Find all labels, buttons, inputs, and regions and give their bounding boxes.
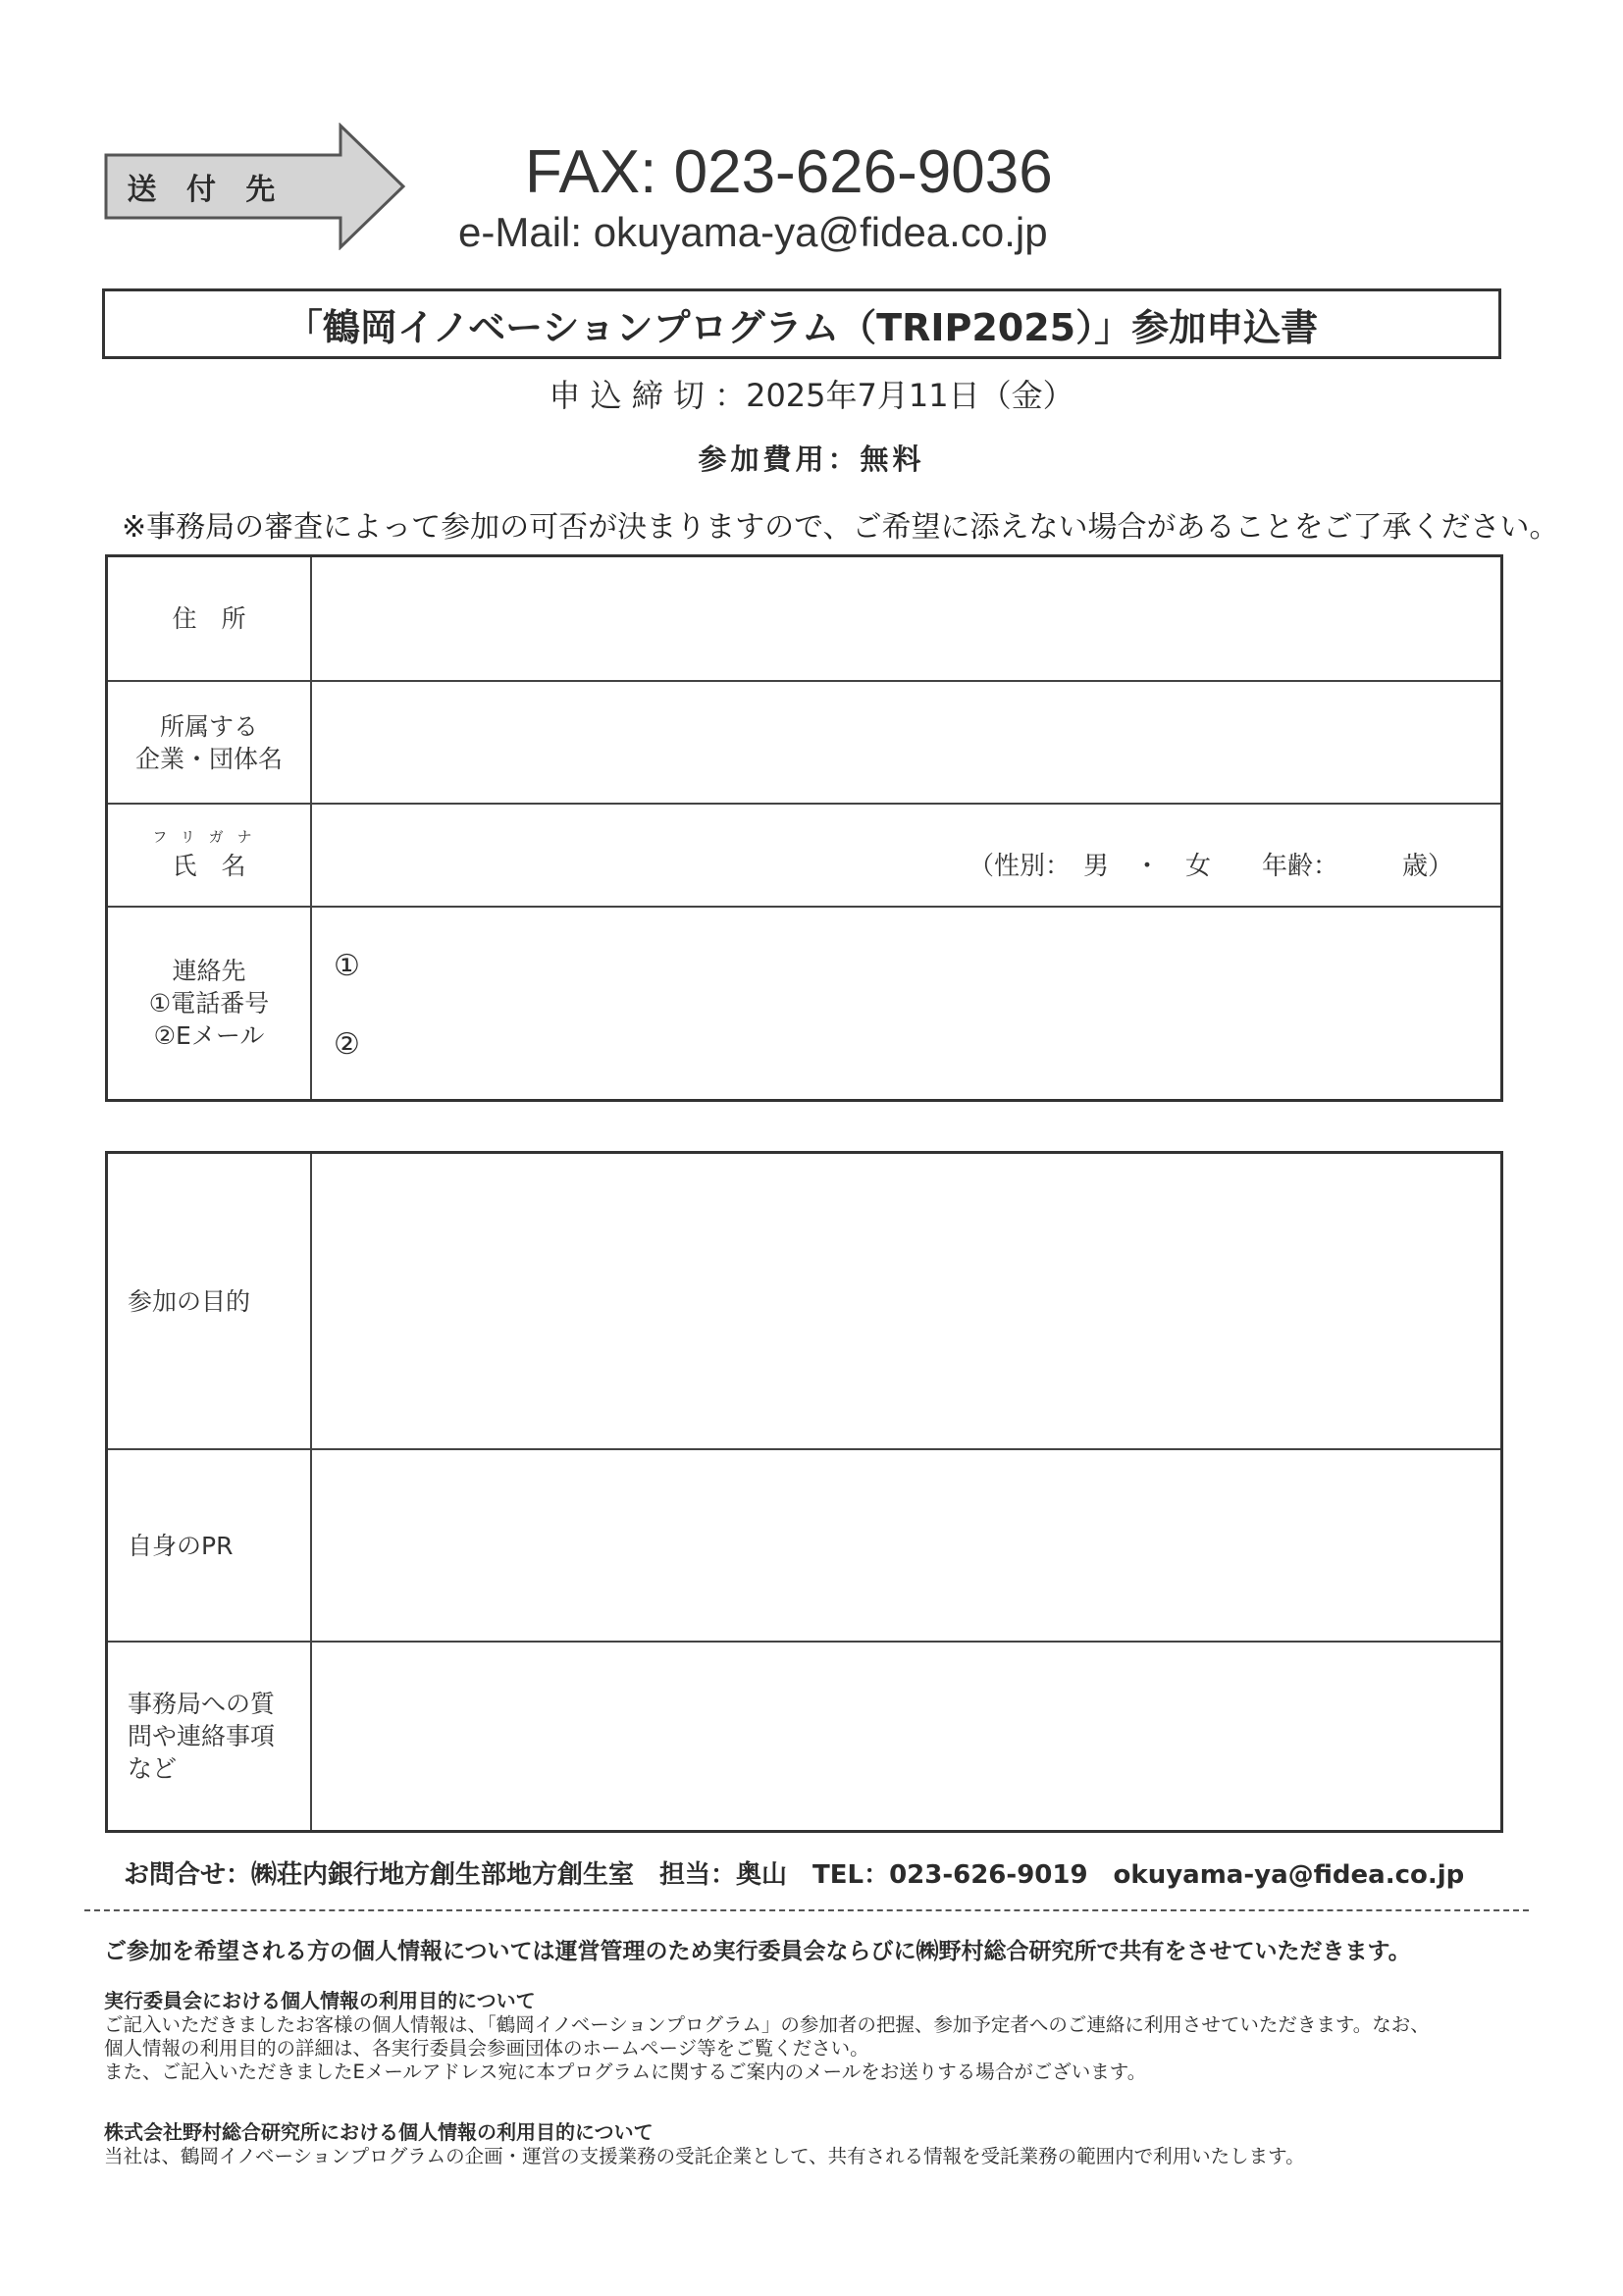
organization-row [108, 682, 1500, 805]
organization-label-line1: 所属する [159, 711, 258, 741]
contact-field[interactable] [312, 908, 1500, 1099]
committee-line-1: ご記入いただきましたお客様の個人情報は、「鶴岡イノベーションプログラム」の参加者の把握、参加予定者へのご連絡に利用させていただきます。なお、 [104, 2013, 1430, 2036]
form-title-text: 「鶴岡イノベーションプログラム（TRIP2025）」参加申込書 [285, 305, 1319, 349]
address-field[interactable] [312, 557, 1500, 680]
address-label-text: 住 所 [172, 604, 246, 633]
committee-section-title: 実行委員会における個人情報の利用目的について [104, 1989, 536, 2012]
self-pr-label-text: 自身のPR [128, 1531, 234, 1560]
application-deadline: 申 込 締 切 ：2025年7月11日（金） [549, 377, 1074, 414]
purpose-row [108, 1154, 1500, 1450]
participation-fee: 参加費用：無料 [698, 443, 925, 476]
dashed-divider [84, 1909, 1529, 1911]
self-pr-field[interactable] [312, 1450, 1500, 1641]
name-label-text: 氏 名 [172, 852, 246, 880]
contact-row [108, 908, 1500, 1099]
contact-label [108, 908, 312, 1099]
contact-email: e-Mail: okuyama-ya@fidea.co.jp [458, 209, 1048, 255]
furigana-label: フリガナ [152, 828, 266, 846]
gender-age-note: （性別： 男 ・ 女 年齢： 歳） [968, 852, 1453, 881]
inquiry-contact: お問合せ：㈱荘内銀行地方創生部地方創生室 担当：奥山 TEL：023-626-9019 okuyama-ya@fidea.co.jp [124, 1860, 1465, 1890]
name-label [108, 805, 312, 906]
questions-label-line3: など [128, 1754, 178, 1783]
self-pr-label [108, 1450, 312, 1641]
contact-label-line1: 連絡先 [172, 957, 246, 985]
contact-label-phone: ①電話番号 [148, 989, 270, 1018]
committee-line-2: 個人情報の利用目的の詳細は、各実行委員会参画団体のホームページ等をご覧ください。 [104, 2037, 869, 2060]
questions-label [108, 1643, 312, 1830]
privacy-section-nri [104, 2116, 1305, 2168]
questions-row [108, 1643, 1500, 1830]
purpose-label [108, 1154, 312, 1448]
self-pr-row [108, 1450, 1500, 1643]
email-marker: ② [334, 1027, 360, 1062]
screening-notice: ※事務局の審査によって参加の可否が決まりますので、ご希望に添えない場合があることをご了承ください。 [122, 510, 1559, 545]
organization-field[interactable] [312, 682, 1500, 803]
fax-number: FAX: 023-626-9036 [525, 138, 1053, 206]
send-to-label: 送 付 先 [127, 173, 286, 207]
contact-label-email: ②Eメール [153, 1021, 265, 1050]
address-label [108, 557, 312, 680]
organization-label-line2: 企業・団体名 [134, 744, 283, 773]
organization-label [108, 682, 312, 803]
phone-marker: ① [334, 949, 360, 983]
questions-field[interactable] [312, 1643, 1500, 1830]
send-to-arrow [103, 123, 407, 250]
applicant-info-table [105, 554, 1503, 1102]
name-row [108, 805, 1500, 908]
privacy-statement: ご参加を希望される方の個人情報については運営管理のため実行委員会ならびに㈱野村総合研究所で共有をさせていただきます。 [104, 1939, 1411, 1964]
privacy-section-committee [104, 1985, 1430, 2084]
form-title [102, 288, 1501, 359]
nri-section-title: 株式会社野村総合研究所における個人情報の利用目的について [104, 2120, 654, 2144]
committee-line-3: また、ご記入いただきましたEメールアドレス宛に本プログラムに関するご案内のメールをお送りする場合がございます。 [104, 2061, 1147, 2083]
nri-line: 当社は、鶴岡イノベーションプログラムの企画・運営の支援業務の受託企業として、共有される情報を受託業務の範囲内で利用いたします。 [104, 2145, 1305, 2167]
questions-label-line1: 事務局への質 [128, 1690, 276, 1718]
name-field[interactable] [312, 805, 1500, 906]
application-details-table [105, 1151, 1503, 1833]
address-row [108, 557, 1500, 682]
purpose-label-text: 参加の目的 [128, 1286, 251, 1316]
purpose-field[interactable] [312, 1154, 1500, 1448]
questions-label-line2: 問や連絡事項 [128, 1722, 276, 1750]
